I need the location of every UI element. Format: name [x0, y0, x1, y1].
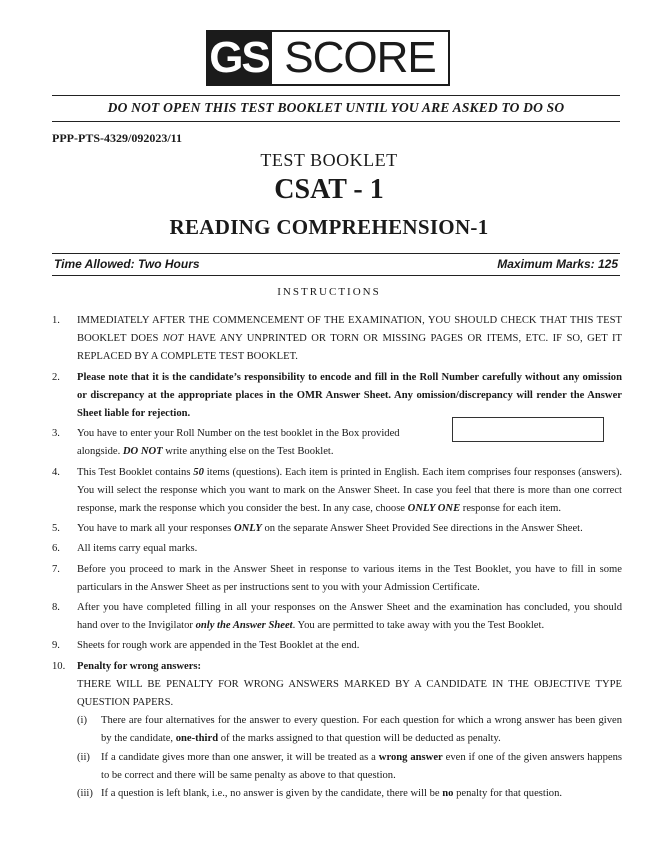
instruction-item-9: 9. Sheets for rough work are appended in the Test Booklet at the end.	[52, 640, 360, 652]
marks-bottom-rule	[52, 275, 620, 276]
penalty-rule-2: (ii) If a candidate gives more than one answer, it will be treated as a wrong answer even if one of the given answers happens to be correct and there will be same penalty as above to that question.	[77, 751, 622, 781]
instruction-item-3: 3. You have to enter your Roll Number on the test booklet in the Box provided alongside. DO NOT write anything else on the Test Booklet.	[52, 428, 400, 458]
instruction-item-10: 10. Penalty for wrong answers: THERE WILL BE PENALTY FOR WRONG ANSWERS MARKED BY A CANDIDATE IN THE OBJECTIVE TYPE QUESTION PAPERS. (i) There are four alternatives for the answer to every question. For each question for which a wrong answer has been given by the candidate, one-third of the marks assigned to that question will be deducted as penalty. (ii) If a candidate gives more than one answer, it will be treated as a wrong answer even if one of the given answers happens to be correct and there will be same penalty as above to that question. (iii) If a question is left blank, i.e., no answer is given by the candidate, there will be no penalty for that question.	[52, 658, 622, 804]
instruction-item-1: 1. IMMEDIATELY AFTER THE COMMENCEMENT OF THE EXAMINATION, YOU SHOULD CHECK THAT THIS TEST BOOKLET DOES NOT HAVE ANY UNPRINTED OR TORN OR MISSING PAGES OR ITEMS, ETC. IF SO, GET IT REPLACED BY A COMPLETE TEST BOOKLET.	[52, 315, 622, 363]
warning-text: DO NOT OPEN THIS TEST BOOKLET UNTIL YOU ARE ASKED TO DO SO	[107, 100, 565, 115]
logo-gs-block: GS	[206, 30, 272, 86]
logo-score-text: SCORE	[272, 30, 450, 86]
penalty-rule-3: (iii) If a question is left blank, i.e., no answer is given by the candidate, there will be no penalty for that question.	[77, 788, 563, 800]
subject-title: READING COMPREHENSION-1	[169, 215, 489, 239]
marks-bar	[52, 254, 620, 274]
time-allowed: Time Allowed: Two Hours	[54, 257, 200, 271]
instruction-item-7: 7. Before you proceed to mark in the Answer Sheet in response to various items in the Test Booklet, you have to fill in some particulars in the Answer Sheet as per instructions sent to you with your Admission Certificate.	[52, 563, 622, 593]
penalty-heading: Penalty for wrong answers:	[77, 660, 202, 672]
instruction-item-2: 2. Please note that it is the candidate’s responsibility to encode and fill in the Roll Number carefully without any omission or discrepancy at the appropriate places in the OMR Answer Sheet. Any omission/discrepancy will render the Answer Sheet liable for rejection.	[52, 371, 622, 420]
penalty-rule-1: (i) There are four alternatives for the answer to every question. For each question for which a wrong answer has been given by the candidate, one-third of the marks assigned to that question will be deducted as penalty.	[77, 715, 622, 745]
instruction-item-8: 8. After you have completed filling in all your responses on the Answer Sheet and the examination has concluded, you should hand over to the Invigilator only the Answer Sheet. You are permitted to take away with you the Test Booklet.	[52, 602, 622, 632]
instructions-list	[52, 312, 622, 805]
roll-number-box[interactable]	[452, 417, 604, 442]
warning-rule	[52, 121, 620, 122]
booklet-title: TEST BOOKLET	[260, 150, 398, 170]
instruction-item-6: 6. All items carry equal marks.	[52, 543, 198, 555]
test-name: CSAT - 1	[274, 174, 384, 205]
gs-score-logo	[206, 30, 450, 86]
instruction-item-4: 4. This Test Booklet contains 50 items (questions). Each item is printed in English. Each item comprises four responses (answers). You will select the response which you want to mark on the Answer Sheet. In case you feel that there is more than one correct response, mark the response which you consider the best. In any case, choose ONLY ONE response for each item.	[52, 466, 622, 515]
instructions-heading: INSTRUCTIONS	[277, 286, 381, 298]
instruction-item-5: 5. You have to mark all your responses ONLY on the separate Answer Sheet Provided See directions in the Answer Sheet.	[52, 523, 583, 535]
maximum-marks: Maximum Marks: 125	[497, 257, 618, 271]
booklet-code: PPP-PTS-4329/092023/11	[52, 131, 182, 145]
penalty-intro: THERE WILL BE PENALTY FOR WRONG ANSWERS MARKED BY A CANDIDATE IN THE OBJECTIVE TYPE QUESTION PAPERS.	[77, 678, 622, 709]
top-rule	[52, 95, 620, 96]
